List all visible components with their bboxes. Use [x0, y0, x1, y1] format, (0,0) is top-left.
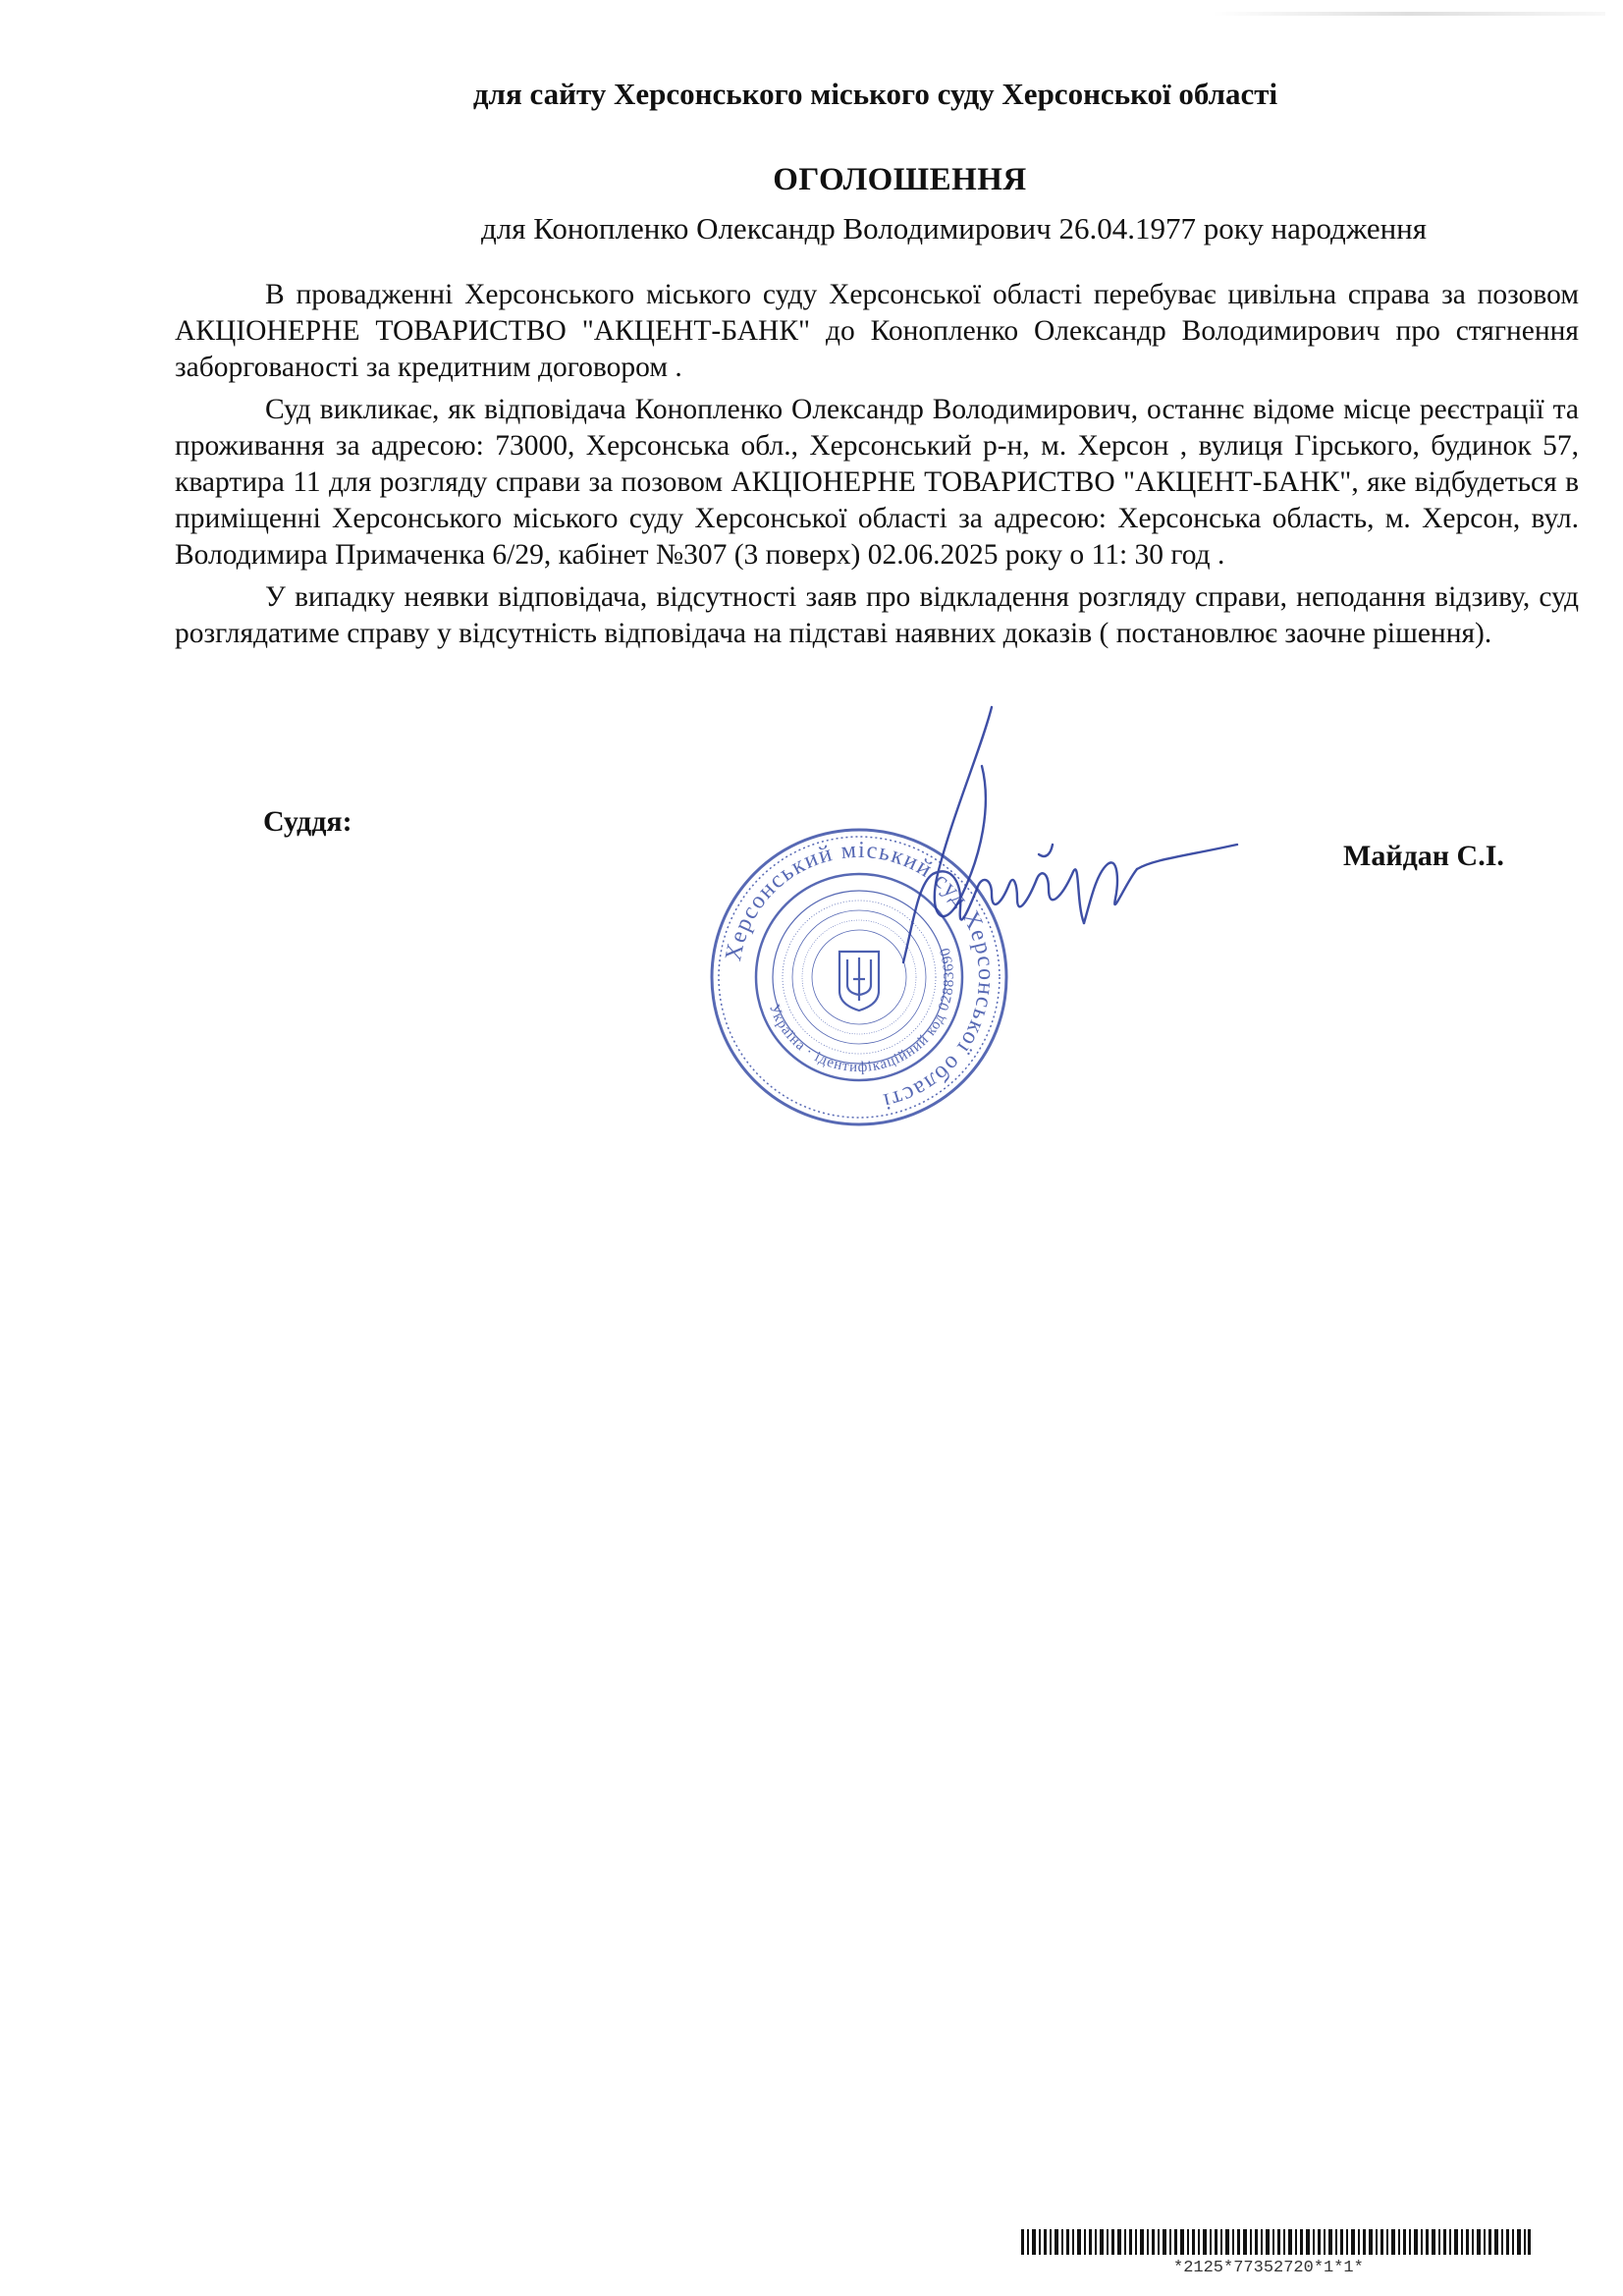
document-barcode [1021, 2229, 1532, 2255]
document-title: ОГОЛОШЕННЯ [773, 162, 1027, 197]
paragraph-case: В провадженні Херсонського міського суду Херсонської області перебуває цивільна справа за позовом АКЦІОНЕРНЕ ТОВАРИСТВО "АКЦЕНТ-БАНК" до Конопленко Олександр Володимирович про стягнення заборгованості за кредитним договором . [175, 279, 1579, 383]
barcode-label: *2125*77352720*1*1* [1173, 2259, 1364, 2277]
paragraph-summons: Суд викликає, як відповідача Конопленко Олександр Володимирович, останнє відоме місце реєстрації та проживання за адресою: 73000, Херсонська обл., Херсонський р-н, м. Херсон , вулиця Гірського, будинок 57, квартира 11 для розгляду справи за позовом АКЦІОНЕРНЕ ТОВАРИСТВО "АКЦЕНТ-БАНК", яке відбудеться в приміщенні Херсонського міського суду Херсонської області за адресою: Херсонська область, м. Херсон, вул. Володимира Примаченка 6/29, кабінет №307 (3 поверх) 02.06.2025 року о 11: 30 год . [175, 394, 1579, 571]
stamp-outer-text: Херсонський міський суд Херсонської області [721, 837, 1000, 1115]
scan-artifact [1213, 12, 1605, 16]
document-body [175, 277, 1579, 658]
paragraph-absence: У випадку неявки відповідача, відсутності заяв про відкладення розгляду справи, неподання відзиву, суд розглядатиме справу у відсутність відповідача на підставі наявних доказів ( постановлює заочне рішення). [175, 581, 1579, 649]
judge-signature [844, 687, 1257, 1011]
document-subtitle: для Конопленко Олександр Володимирович 26.04.1977 року народження [480, 211, 1428, 246]
judge-label: Суддя: [263, 805, 352, 838]
judge-name: Майдан С.І. [1343, 840, 1504, 872]
stamp-inner-text: Україна · ідентифікаційний код 02883690 [765, 945, 958, 1076]
document-header: для сайту Херсонського міського суду Херсонської області [472, 77, 1278, 111]
